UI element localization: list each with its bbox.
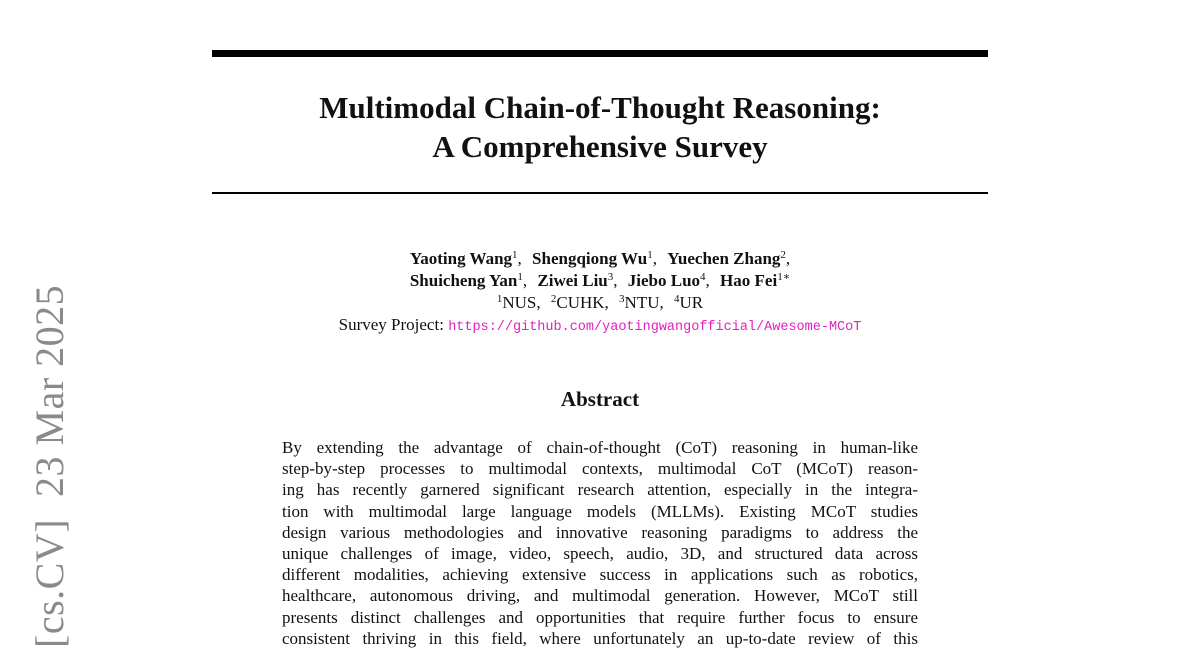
author-affil: 2 <box>780 249 786 261</box>
abstract-body <box>282 437 918 649</box>
affil-name: NUS <box>502 293 537 312</box>
project-row <box>212 314 988 339</box>
author-name: Shuicheng Yan <box>409 271 518 290</box>
abstract-line: design various methodologies and innovative reasoning paradigms to address the <box>282 522 918 542</box>
arxiv-category: [cs.CV] <box>27 518 72 648</box>
author-name: Shengqiong Wu <box>532 249 648 268</box>
abstract-line: healthcare, autonomous driving, and multimodal generation. However, MCoT still <box>282 586 918 606</box>
title-top-rule <box>212 50 988 57</box>
affil-name: NTU <box>624 293 660 312</box>
author-affil: 1 <box>512 249 518 261</box>
title-line-1: Multimodal Chain-of-Thought Reasoning: <box>319 90 881 125</box>
author-name: Hao Fei <box>720 271 778 290</box>
affil-name: CUHK <box>556 293 605 312</box>
author-affil: 1 <box>517 271 523 283</box>
author-affil: 3 <box>607 271 614 283</box>
author-affil: 1∗ <box>777 271 791 283</box>
project-link[interactable]: https://github.com/yaotingwangofficial/Awesome-MCoT <box>448 320 862 335</box>
author-affil: 4 <box>700 271 706 283</box>
author-name: Ziwei Liu <box>537 271 608 290</box>
arxiv-side-stamp <box>27 284 72 648</box>
author-block <box>212 248 988 339</box>
abstract-line: ing has recently garnered significant research attention, especially in the integra- <box>282 480 918 500</box>
abstract-line: different modalities, achieving extensive success in applications such as robotics, <box>282 565 918 585</box>
title-line-2: A Comprehensive Survey <box>432 129 768 164</box>
affil-num: 2 <box>550 293 557 305</box>
title-bottom-rule <box>212 192 988 194</box>
paper-title <box>212 88 988 166</box>
abstract-line: consistent thriving in this field, where unfortunately an up-to-date review of this <box>282 628 918 648</box>
abstract-line: step-by-step processes to multimodal contexts, multimodal CoT (MCoT) reason- <box>282 459 918 479</box>
author-name: Jiebo Luo <box>627 271 701 290</box>
project-label: Survey Project: <box>338 315 444 334</box>
abstract-line: tion with multimodal large language models (MLLMs). Existing MCoT studies <box>282 501 918 521</box>
affil-num: 3 <box>619 293 625 305</box>
author-row-1: Yaoting Wang$^1$, Shengqiong Wu$^1$, Yuechen Zhang$^2$, <box>409 249 791 268</box>
arxiv-date: 23 Mar 2025 <box>27 284 72 497</box>
affil-num: 1 <box>496 293 503 305</box>
abstract-heading: Abstract <box>560 387 640 411</box>
author-row-2: Shuicheng Yan$^1$, Ziwei Liu$^3$, Jiebo Luo$^4$, Hao Fei$^{1∗}$ <box>409 271 791 290</box>
abstract-line: unique challenges of image, video, speech, audio, 3D, and structured data across <box>282 543 918 563</box>
author-name: Yaoting Wang <box>409 249 513 268</box>
affil-num: 4 <box>674 293 680 305</box>
author-affil: 1 <box>647 249 653 261</box>
abstract-line: presents distinct challenges and opportunities that require further focus to ensure <box>282 607 918 627</box>
author-name: Yuechen Zhang <box>667 249 781 268</box>
affil-name: UR <box>679 293 704 312</box>
affiliation-row: $^1$NUS, $^2$CUHK, $^3$NTU, $^4$UR <box>496 293 704 312</box>
abstract-line: By extending the advantage of chain-of-thought (CoT) reasoning in human-like <box>282 438 918 457</box>
